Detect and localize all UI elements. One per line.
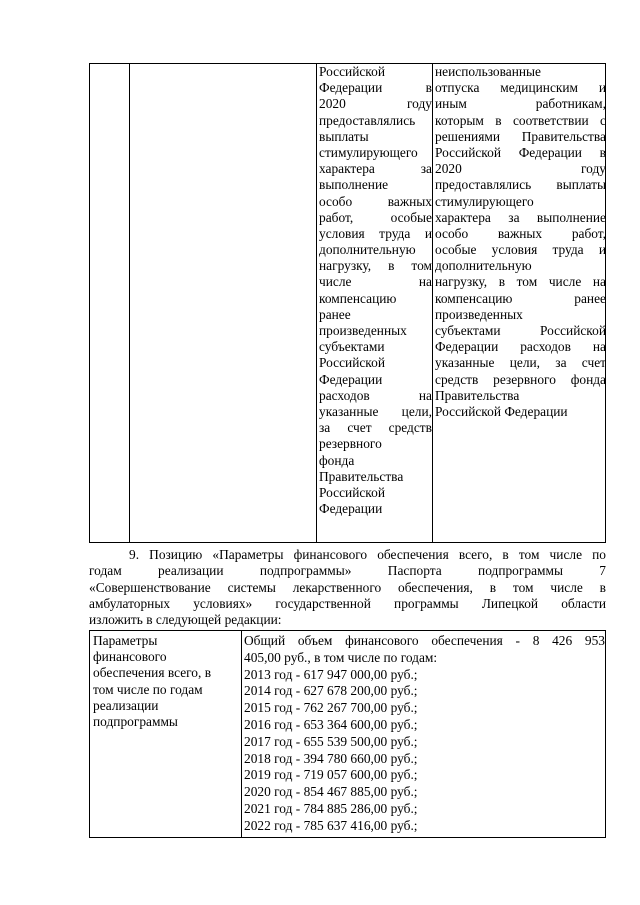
text-line: стимулирующего bbox=[435, 193, 534, 209]
text-line: 2020 году bbox=[435, 161, 606, 177]
text-line: отпуска медицинским и bbox=[435, 80, 606, 96]
year-amount-line: 2017 год - 655 539 500,00 руб.; bbox=[244, 733, 418, 749]
year-amount-line: 2014 год - 627 678 200,00 руб.; bbox=[244, 683, 418, 699]
text-line: особые условия труда и bbox=[435, 242, 606, 258]
financing-table bbox=[89, 630, 606, 838]
text-line: Российской bbox=[319, 484, 385, 500]
text-line: Правительства bbox=[319, 468, 404, 484]
text-line: произведенных bbox=[319, 323, 407, 338]
text-line: Российской bbox=[319, 64, 385, 79]
text-line: Федерации bbox=[319, 371, 383, 387]
text-line: ранее bbox=[319, 306, 351, 322]
text-line: Российской Федерации bbox=[435, 403, 568, 419]
text-line: нагрузку, в том bbox=[319, 258, 432, 274]
text-line: обеспечения всего, в bbox=[93, 665, 212, 681]
text-line: амбулаторных условиях» государственной программы Липецкой области bbox=[89, 595, 606, 611]
year-amount-line: 2021 год - 784 885 286,00 руб.; bbox=[244, 800, 418, 816]
text-line: Правительства bbox=[435, 387, 520, 403]
text-line: финансового bbox=[93, 649, 167, 665]
text-line: компенсацию bbox=[319, 290, 397, 306]
text-line: компенсацию ранее bbox=[435, 290, 606, 306]
column-divider bbox=[432, 64, 433, 542]
text-line: дополнительную bbox=[319, 242, 416, 258]
text-line: условия труда и bbox=[319, 225, 432, 241]
text-line: характера за bbox=[319, 161, 432, 177]
text-line: за счет средств bbox=[319, 420, 432, 436]
text-line: Российской bbox=[319, 355, 385, 371]
text-line: субъектами bbox=[319, 339, 385, 355]
text-line: годам реализации подпрограммы» Паспорта подпрограммы 7 bbox=[89, 563, 606, 579]
text-line: фонда bbox=[319, 452, 355, 468]
text-line: работ, особые bbox=[319, 209, 432, 225]
text-line: средств резервного фонда bbox=[435, 371, 606, 387]
text-line: указанные цели, bbox=[319, 403, 432, 419]
text-line: особо важных работ, bbox=[435, 225, 606, 241]
column-divider bbox=[241, 631, 242, 837]
text-line: особо важных bbox=[319, 193, 432, 209]
financing-label-cell bbox=[93, 633, 238, 730]
text-line: произведенных bbox=[435, 306, 523, 322]
year-amount-line: 2020 год - 854 467 885,00 руб.; bbox=[244, 784, 418, 800]
text-line: предоставлялись выплаты bbox=[435, 177, 606, 193]
year-amount-line: 2016 год - 653 364 600,00 руб.; bbox=[244, 716, 418, 732]
year-amount-line: 2022 год - 785 637 416,00 руб.; bbox=[244, 817, 418, 833]
year-amount-line: 2019 год - 719 057 600,00 руб.; bbox=[244, 767, 418, 783]
text-line: Федерации bbox=[319, 501, 383, 517]
text-line: дополнительную bbox=[435, 258, 532, 274]
text-line: расходов на bbox=[319, 387, 432, 403]
text-line: субъектами Российской bbox=[435, 323, 606, 338]
text-line: изложить в следующей редакции: bbox=[89, 612, 282, 628]
text-line: выплаты bbox=[319, 128, 369, 144]
column-divider bbox=[129, 64, 130, 542]
text-line: иным работникам, bbox=[435, 96, 606, 112]
amendment-paragraph bbox=[89, 547, 606, 628]
text-line: предоставлялись bbox=[319, 112, 416, 128]
year-amount-line: 2018 год - 394 780 660,00 руб.; bbox=[244, 750, 418, 766]
text-line: Федерации расходов на bbox=[435, 339, 606, 355]
text-line: реализации bbox=[93, 697, 159, 713]
text-line: Общий объем финансового обеспечения - 8 426 953 bbox=[244, 633, 605, 648]
text-line: Федерации в bbox=[319, 80, 432, 96]
top-table bbox=[89, 63, 606, 543]
text-line: 9. Позицию «Параметры финансового обеспечения всего, в том числе по bbox=[129, 547, 606, 562]
text-line: 405,00 руб., в том числе по годам: bbox=[244, 649, 438, 665]
year-amount-line: 2013 год - 617 947 000,00 руб.; bbox=[244, 666, 418, 682]
text-line: Российской Федерации в bbox=[435, 144, 606, 160]
text-line: подпрограммы bbox=[93, 713, 178, 729]
text-line: том числе по годам bbox=[93, 681, 203, 697]
column-divider bbox=[316, 64, 317, 542]
financing-value-cell bbox=[244, 633, 605, 835]
text-line: которым в соответствии с bbox=[435, 112, 606, 128]
text-line: неиспользованные bbox=[435, 64, 541, 79]
top-table-col4 bbox=[435, 64, 606, 420]
text-line: характера за выполнение bbox=[435, 209, 606, 225]
text-line: выполнение bbox=[319, 177, 389, 193]
text-line: указанные цели, за счет bbox=[435, 355, 606, 371]
text-line: «Совершенствование системы лекарственного обеспечения, в том числе в bbox=[89, 579, 606, 595]
text-line: Параметры bbox=[93, 633, 158, 648]
text-line: нагрузку, в том числе на bbox=[435, 274, 606, 290]
text-line: стимулирующего bbox=[319, 144, 418, 160]
text-line: решениями Правительства bbox=[435, 128, 606, 144]
text-line: 2020 году bbox=[319, 96, 432, 112]
text-line: резервного bbox=[319, 436, 382, 452]
year-amount-line: 2015 год - 762 267 700,00 руб.; bbox=[244, 700, 418, 716]
text-line: числе на bbox=[319, 274, 432, 290]
top-table-col3 bbox=[319, 64, 432, 517]
